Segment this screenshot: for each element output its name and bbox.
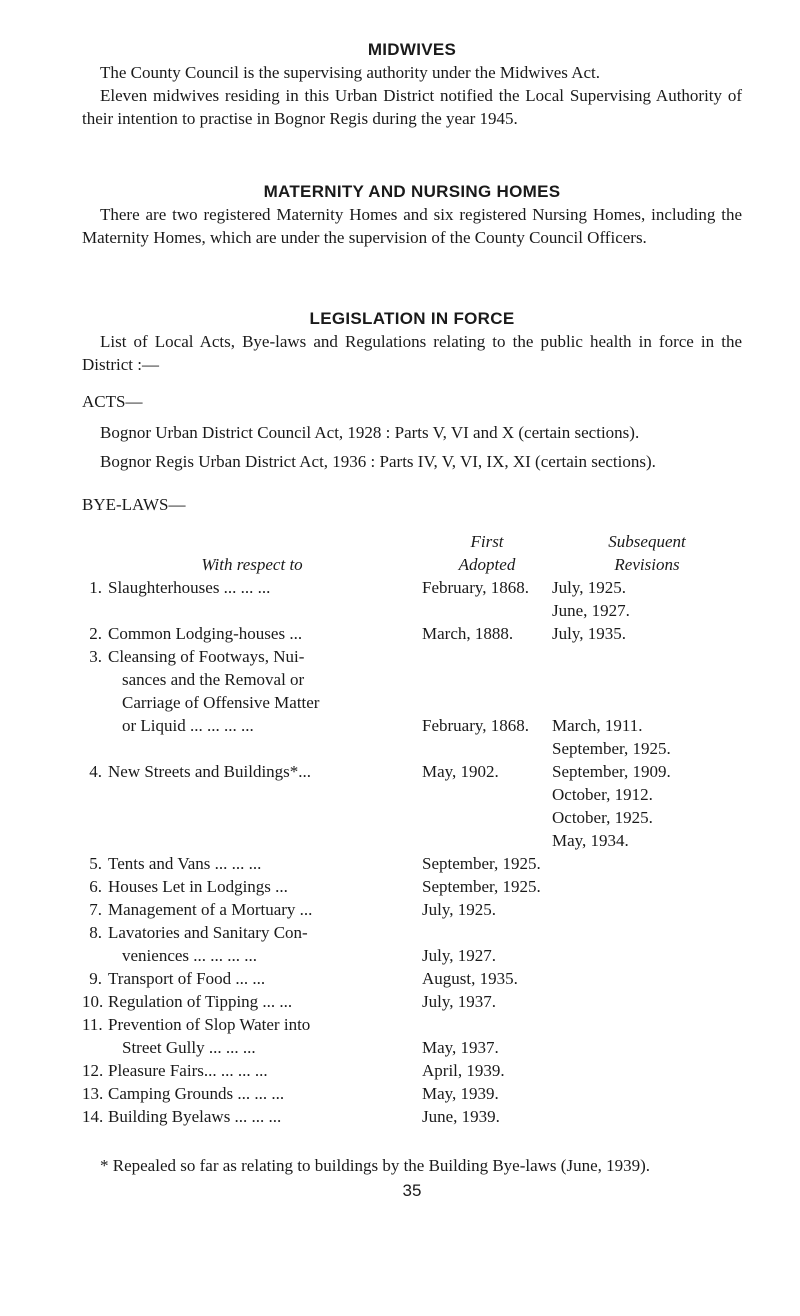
byelaw-number: 13. <box>82 1084 104 1103</box>
byelaw-revisions-cell <box>552 990 742 1013</box>
header-subject: With respect to <box>201 555 303 574</box>
byelaw-revisions-cell <box>552 645 742 760</box>
byelaw-adopted-date: July, 1927. <box>422 946 496 965</box>
byelaw-number: 8. <box>89 923 102 942</box>
byelaw-adopted-date: May, 1902. <box>422 762 499 781</box>
byelaw-subject-cell <box>82 875 422 898</box>
byelaw-row <box>82 622 742 645</box>
byelaw-subject-line: Regulation of Tipping ... ... <box>108 992 293 1011</box>
byelaw-revision-date: March, 1911. <box>552 716 643 735</box>
byelaw-row <box>82 990 742 1013</box>
byelaw-adopted-cell <box>422 852 552 875</box>
byelaw-subject-line: Tents and Vans ... ... ... <box>108 854 262 873</box>
byelaws-rows <box>82 576 742 1128</box>
act-item-2: Bognor Regis Urban District Act, 1936 : Parts IV, V, VI, IX, XI (certain sections). <box>100 452 656 471</box>
byelaw-row <box>82 645 742 760</box>
byelaw-subject-cell <box>82 645 422 760</box>
byelaw-subject-line: Building Byelaws ... ... ... <box>108 1107 282 1126</box>
byelaw-subject-line: or Liquid ... ... ... ... <box>122 716 254 735</box>
byelaw-subject-line: Transport of Food ... ... <box>108 969 266 988</box>
byelaw-revision-date: July, 1935. <box>552 624 626 643</box>
byelaw-number: 11. <box>82 1015 103 1034</box>
byelaw-adopted-date: July, 1925. <box>422 900 496 919</box>
maternity-paragraph: There are two registered Maternity Homes and six registered Nursing Homes, including the Maternity Homes, which are under the supervision of the County Council Officers. <box>82 205 742 247</box>
byelaw-adopted-cell <box>422 622 552 645</box>
header-subsequent: Subsequent <box>608 532 686 551</box>
byelaw-revisions-cell <box>552 1082 742 1105</box>
midwives-paragraph-2: Eleven midwives residing in this Urban District notified the Local Supervising Authority of their intention to practise in Bognor Regis during the year 1945. <box>82 86 742 128</box>
byelaw-subject-line: Houses Let in Lodgings ... <box>108 877 288 896</box>
midwives-heading: MIDWIVES <box>367 40 457 59</box>
byelaw-row <box>82 967 742 990</box>
byelaw-number: 7. <box>89 900 102 919</box>
byelaw-revisions-cell <box>552 898 742 921</box>
byelaws-label: BYE-LAWS— <box>82 495 186 514</box>
byelaw-subject-line: Lavatories and Sanitary Con- <box>108 923 308 942</box>
byelaw-row <box>82 898 742 921</box>
byelaw-subject-cell <box>82 622 422 645</box>
page-number: 35 <box>402 1181 422 1200</box>
byelaw-subject-line: veniences ... ... ... ... <box>122 946 258 965</box>
footnote: * Repealed so far as relating to buildings by the Building Bye-laws (June, 1939). <box>100 1156 651 1175</box>
byelaw-revisions-cell <box>552 967 742 990</box>
byelaws-table-header <box>82 530 742 576</box>
byelaw-subject-line: Camping Grounds ... ... ... <box>108 1084 285 1103</box>
byelaw-subject-line: Common Lodging-houses ... <box>108 624 303 643</box>
document-page <box>82 38 742 1202</box>
byelaw-subject-cell <box>82 990 422 1013</box>
byelaw-subject-cell <box>82 760 422 852</box>
byelaw-subject-cell <box>82 967 422 990</box>
byelaw-row <box>82 1013 742 1059</box>
header-revisions: Revisions <box>614 555 680 574</box>
byelaw-revisions-cell <box>552 622 742 645</box>
byelaw-subject-line: Street Gully ... ... ... <box>122 1038 256 1057</box>
byelaw-row <box>82 1105 742 1128</box>
byelaw-number: 5. <box>89 854 102 873</box>
byelaw-subject-cell <box>82 1105 422 1128</box>
byelaw-adopted-cell <box>422 990 552 1013</box>
byelaw-subject-line: New Streets and Buildings*... <box>108 762 312 781</box>
byelaw-number: 1. <box>89 578 102 597</box>
byelaw-revisions-cell <box>552 1105 742 1128</box>
byelaw-adopted-date: May, 1937. <box>422 1038 499 1057</box>
header-first: First <box>470 532 504 551</box>
byelaw-subject-line: Prevention of Slop Water into <box>108 1015 311 1034</box>
legislation-intro: List of Local Acts, Bye-laws and Regulations relating to the public health in force in the District :— <box>82 332 742 374</box>
byelaw-adopted-date: April, 1939. <box>422 1061 505 1080</box>
byelaw-revision-date: May, 1934. <box>552 831 629 850</box>
byelaw-subject-cell <box>82 898 422 921</box>
byelaw-adopted-cell <box>422 1013 552 1059</box>
byelaw-subject-cell <box>82 576 422 622</box>
header-first-adopted <box>422 530 552 576</box>
byelaw-revision-date: October, 1912. <box>552 785 653 804</box>
byelaw-number: 4. <box>89 762 102 781</box>
byelaw-adopted-date: September, 1925. <box>422 854 541 873</box>
acts-label: ACTS— <box>82 392 143 411</box>
byelaw-adopted-cell <box>422 576 552 622</box>
byelaw-adopted-cell <box>422 967 552 990</box>
byelaw-revisions-cell <box>552 1059 742 1082</box>
byelaw-adopted-date: February, 1868. <box>422 578 530 597</box>
byelaw-adopted-date: May, 1939. <box>422 1084 499 1103</box>
byelaw-subject-cell <box>82 1082 422 1105</box>
byelaw-adopted-cell <box>422 898 552 921</box>
header-adopted: Adopted <box>458 555 516 574</box>
byelaw-revisions-cell <box>552 921 742 967</box>
byelaw-adopted-cell <box>422 1059 552 1082</box>
byelaw-row <box>82 852 742 875</box>
byelaw-row <box>82 921 742 967</box>
byelaw-row <box>82 576 742 622</box>
byelaw-adopted-cell <box>422 1082 552 1105</box>
midwives-paragraph-1: The County Council is the supervising authority under the Midwives Act. <box>100 63 601 82</box>
byelaw-subject-line: Carriage of Offensive Matter <box>122 693 320 712</box>
byelaw-subject-cell <box>82 1059 422 1082</box>
header-subsequent-revisions <box>552 530 742 576</box>
byelaw-subject-line: Slaughterhouses ... ... ... <box>108 578 271 597</box>
byelaw-number: 9. <box>89 969 102 988</box>
byelaw-number: 2. <box>89 624 102 643</box>
byelaw-adopted-date: February, 1868. <box>422 716 530 735</box>
byelaw-adopted-date: August, 1935. <box>422 969 518 988</box>
byelaw-subject-cell <box>82 1013 422 1059</box>
legislation-heading: LEGISLATION IN FORCE <box>309 309 515 328</box>
byelaw-revisions-cell <box>552 576 742 622</box>
byelaw-adopted-cell <box>422 645 552 760</box>
byelaw-subject-cell <box>82 852 422 875</box>
byelaw-number: 12. <box>82 1061 104 1080</box>
byelaw-number: 14. <box>82 1107 104 1126</box>
byelaw-number: 10. <box>82 992 104 1011</box>
byelaw-revisions-cell <box>552 875 742 898</box>
byelaw-row <box>82 1082 742 1105</box>
byelaw-row <box>82 875 742 898</box>
byelaws-table <box>82 530 742 1128</box>
byelaw-revisions-cell <box>552 852 742 875</box>
byelaw-revision-date: September, 1925. <box>552 739 671 758</box>
byelaw-adopted-date: September, 1925. <box>422 877 541 896</box>
byelaw-adopted-cell <box>422 875 552 898</box>
byelaw-adopted-date: March, 1888. <box>422 624 514 643</box>
byelaw-subject-cell <box>82 921 422 967</box>
byelaw-subject-line: Management of a Mortuary ... <box>108 900 313 919</box>
byelaw-revision-date: July, 1925. <box>552 578 626 597</box>
byelaw-revision-date: September, 1909. <box>552 762 671 781</box>
byelaw-adopted-date: July, 1937. <box>422 992 496 1011</box>
byelaw-row <box>82 760 742 852</box>
byelaw-number: 6. <box>89 877 102 896</box>
byelaw-subject-line: sances and the Removal or <box>122 670 305 689</box>
byelaw-revisions-cell <box>552 1013 742 1059</box>
byelaw-subject-line: Cleansing of Footways, Nui- <box>108 647 305 666</box>
byelaw-adopted-cell <box>422 1105 552 1128</box>
byelaw-adopted-cell <box>422 760 552 852</box>
byelaw-number: 3. <box>89 647 102 666</box>
maternity-heading: MATERNITY AND NURSING HOMES <box>263 182 561 201</box>
byelaw-adopted-cell <box>422 921 552 967</box>
byelaw-revisions-cell <box>552 760 742 852</box>
byelaw-adopted-date: June, 1939. <box>422 1107 500 1126</box>
byelaw-revision-date: June, 1927. <box>552 601 630 620</box>
byelaw-revision-date: October, 1925. <box>552 808 653 827</box>
act-item-1: Bognor Urban District Council Act, 1928 : Parts V, VI and X (certain sections). <box>100 423 640 442</box>
byelaw-subject-line: Pleasure Fairs... ... ... ... <box>108 1061 268 1080</box>
byelaw-row <box>82 1059 742 1082</box>
